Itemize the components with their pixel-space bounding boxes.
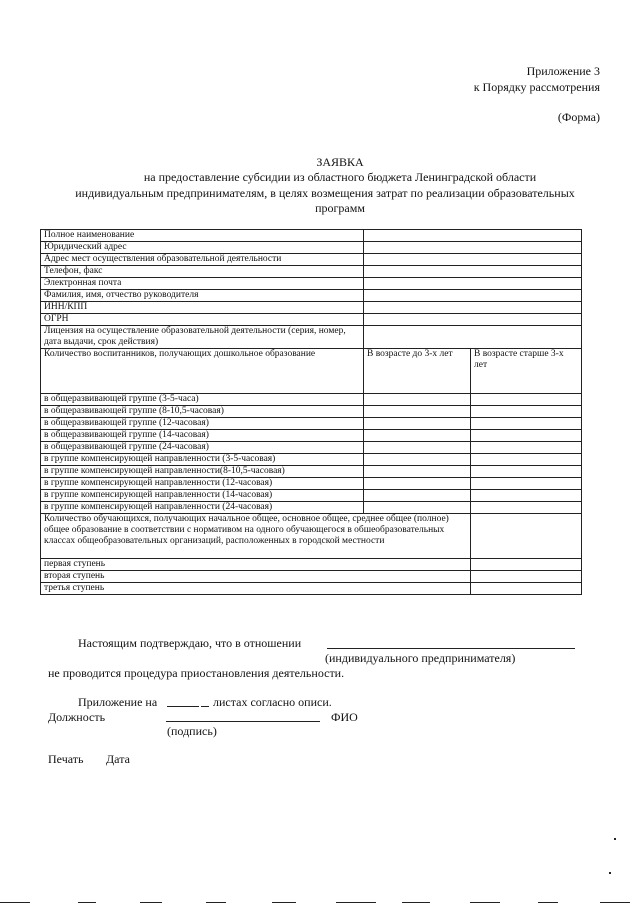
over-3-value[interactable] [471,442,582,454]
table-row [41,559,582,571]
entrepreneur-caption: (индивидуального предпринимателя) [325,651,516,665]
appendix-reference: к Порядку рассмотрения [473,80,600,94]
table-row [41,478,582,490]
table-row [41,406,582,418]
column-over-3: В возрасте старше 3-х лет [471,349,582,394]
attachment-suffix: листах согласно описи. [213,695,332,709]
attachment-prefix: Приложение на [78,695,158,709]
row-label: Телефон, факс [41,266,364,278]
stage-value[interactable] [471,559,582,571]
group-label: в общеразвивающей группе (12-часовая) [41,418,364,430]
row-label: Адрес мест осуществления образовательной деятельности [41,254,364,266]
value-cell[interactable] [364,266,582,278]
table-row [41,266,582,278]
table-row [41,230,582,242]
under-3-value[interactable] [364,418,471,430]
stamp-label: Печать [48,752,84,766]
under-3-value[interactable] [364,394,471,406]
stage-label: вторая ступень [41,571,471,583]
group-label: в группе компенсирующей направленности (14-часовая) [41,490,364,502]
value-cell[interactable] [364,278,582,290]
table-row [41,314,582,326]
value-cell[interactable] [364,290,582,302]
attachment-count-blank[interactable] [167,706,199,707]
title-line-1: на предоставление субсидии из областного бюджета Ленинградской области [143,170,537,184]
table-row [41,290,582,302]
stage-label: первая ступень [41,559,471,571]
group-label: в общеразвивающей группе (24-часовая) [41,442,364,454]
group-label: в группе компенсирующей направленности (24-часовая) [41,502,364,514]
over-3-value[interactable] [471,406,582,418]
group-label: в группе компенсирующей направленности (3-5-часовая) [41,454,364,466]
under-3-value[interactable] [364,490,471,502]
table-row [41,502,582,514]
students-header: Количество обучающихся, получающих начальное общее, основное общее, среднее общее (полное) общее образование в соответствии с нормативом на одного обучающегося в обшеобразовательных классах общеобразовательных организаций, расположенных в городской местности [41,514,471,559]
group-label: в общеразвивающей группе (8-10,5-часовая) [41,406,364,418]
signature-caption: (подпись) [167,724,217,738]
form-note: (Форма) [557,110,600,124]
over-3-value[interactable] [471,454,582,466]
fio-label: ФИО [331,710,358,724]
row-label: Полное наименование [41,230,364,242]
over-3-value[interactable] [471,418,582,430]
value-cell[interactable] [364,242,582,254]
license-label: Лицензия на осуществление образовательной деятельности (серия, номер, дата выдачи, срок действия) [41,326,364,349]
value-cell[interactable] [364,230,582,242]
title-line-3: программ [315,201,365,215]
entrepreneur-name-blank[interactable] [327,648,575,649]
appendix-number: Приложение 3 [526,64,600,78]
confirm-text-label: Настоящим подтверждаю, что в отношении [78,636,302,650]
under-3-value[interactable] [364,478,471,490]
table-row [41,418,582,430]
under-3-value[interactable] [364,430,471,442]
over-3-value[interactable] [471,430,582,442]
pupils-header-label: Количество воспитанников, получающих дошкольное образование [44,349,316,359]
table-row [41,254,582,266]
students-value[interactable] [471,514,582,559]
table-row [41,278,582,290]
table-row [41,326,582,349]
over-3-value[interactable] [471,478,582,490]
value-cell[interactable] [364,314,582,326]
value-cell[interactable] [364,302,582,314]
title-line-2: индивидуальным предпринимателям, в целях возмещения затрат по реализации образовательных [75,186,575,200]
table-row [41,583,582,595]
row-label: Юридический адрес [41,242,364,254]
application-table [40,229,582,595]
signature-blank[interactable] [166,721,320,722]
row-label: ОГРН [41,314,364,326]
stage-value[interactable] [471,571,582,583]
under-3-value[interactable] [364,442,471,454]
over-3-value[interactable] [471,490,582,502]
under-3-value[interactable] [364,466,471,478]
table-row [41,571,582,583]
position-label: Должность [48,710,106,724]
row-label: Фамилия, имя, отчество руководителя [41,290,364,302]
under-3-value[interactable] [364,454,471,466]
no-suspension-text: не проводится процедура приостановления деятельности. [48,666,345,680]
table-row [41,454,582,466]
column-under-3: В возрасте до 3-х лет [364,349,471,394]
table-row [41,394,582,406]
under-3-value[interactable] [364,502,471,514]
group-label: в группе компенсирующей направленности(8-10,5-часовая) [41,466,364,478]
row-label: ИНН/КПП [41,302,364,314]
attachment-count-blank-2[interactable] [201,706,209,707]
table-row [41,302,582,314]
license-value[interactable] [364,326,582,349]
table-row [41,490,582,502]
stage-value[interactable] [471,583,582,595]
document-title: ЗАЯВКА [316,155,364,169]
table-row [41,442,582,454]
value-cell[interactable] [364,254,582,266]
table-row [41,466,582,478]
stage-label: третья ступень [41,583,471,595]
over-3-value[interactable] [471,394,582,406]
confirm-text [78,636,301,651]
group-label: в общеразвивающей группе (3-5-часа) [41,394,364,406]
pupils-header [41,349,364,394]
date-label: Дата [106,752,130,766]
group-label: в группе компенсирующей направленности (12-часовая) [41,478,364,490]
group-label: в общеразвивающей группе (14-часовая) [41,430,364,442]
over-3-value[interactable] [471,502,582,514]
table-row [41,430,582,442]
table-row [41,242,582,254]
table-row [41,514,582,559]
table-row [41,349,582,394]
under-3-value[interactable] [364,406,471,418]
over-3-value[interactable] [471,466,582,478]
row-label: Электронная почта [41,278,364,290]
